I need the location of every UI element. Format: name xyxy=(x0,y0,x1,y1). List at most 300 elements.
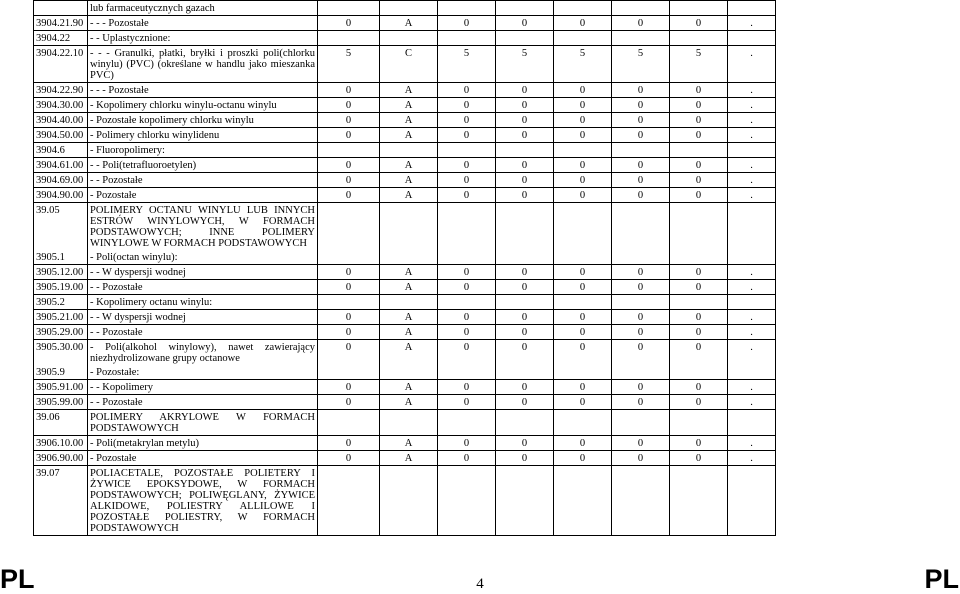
value-cell xyxy=(728,203,776,251)
value-cell xyxy=(728,31,776,46)
value-cell: 0 xyxy=(318,113,380,128)
value-cell: 0 xyxy=(670,280,728,295)
description-cell: - Polimery chlorku winylidenu xyxy=(88,128,318,143)
value-cell: 0 xyxy=(554,113,612,128)
value-cell xyxy=(380,295,438,310)
value-cell: 0 xyxy=(554,128,612,143)
value-cell: 0 xyxy=(438,16,496,31)
value-cell xyxy=(670,466,728,536)
table-row xyxy=(34,325,776,340)
value-cell xyxy=(438,466,496,536)
description-cell: - - Pozostałe xyxy=(88,173,318,188)
value-cell: 0 xyxy=(496,113,554,128)
value-cell: 0 xyxy=(612,451,670,466)
cn-code-cell: 3905.30.00 xyxy=(34,340,88,366)
description-cell: - - - Pozostałe xyxy=(88,16,318,31)
value-cell xyxy=(380,466,438,536)
value-cell xyxy=(670,365,728,380)
value-cell: 0 xyxy=(612,310,670,325)
value-cell: 0 xyxy=(554,340,612,366)
value-cell: 0 xyxy=(670,158,728,173)
value-cell: A xyxy=(380,173,438,188)
value-cell: 0 xyxy=(496,188,554,203)
value-cell: 0 xyxy=(554,325,612,340)
value-cell: 0 xyxy=(670,113,728,128)
value-cell xyxy=(318,466,380,536)
value-cell xyxy=(670,250,728,265)
table-row xyxy=(34,380,776,395)
value-cell: 5 xyxy=(612,46,670,83)
cn-code-cell: 3905.21.00 xyxy=(34,310,88,325)
value-cell: 0 xyxy=(438,325,496,340)
value-cell xyxy=(554,203,612,251)
cn-code-cell: 3904.40.00 xyxy=(34,113,88,128)
description-cell: POLIMERY AKRYLOWE W FORMACH PODSTAWOWYCH xyxy=(88,410,318,436)
description-cell: - Kopolimery octanu winylu: xyxy=(88,295,318,310)
value-cell: 0 xyxy=(554,98,612,113)
table-row xyxy=(34,203,776,251)
value-cell xyxy=(554,143,612,158)
value-cell: . xyxy=(728,83,776,98)
value-cell: 0 xyxy=(438,188,496,203)
cn-code-cell: 3904.90.00 xyxy=(34,188,88,203)
value-cell: 0 xyxy=(612,173,670,188)
description-cell: - - W dyspersji wodnej xyxy=(88,310,318,325)
value-cell: 0 xyxy=(612,83,670,98)
value-cell: . xyxy=(728,395,776,410)
value-cell: 0 xyxy=(496,83,554,98)
value-cell: 0 xyxy=(318,395,380,410)
value-cell: 0 xyxy=(612,265,670,280)
value-cell: . xyxy=(728,325,776,340)
value-cell xyxy=(554,250,612,265)
value-cell: 0 xyxy=(438,83,496,98)
value-cell: A xyxy=(380,158,438,173)
value-cell: 0 xyxy=(318,310,380,325)
value-cell: 0 xyxy=(612,188,670,203)
table-row xyxy=(34,143,776,158)
value-cell: 0 xyxy=(670,436,728,451)
value-cell xyxy=(496,466,554,536)
description-cell: - Pozostałe xyxy=(88,188,318,203)
description-cell: - Fluoropolimery: xyxy=(88,143,318,158)
table-row xyxy=(34,113,776,128)
value-cell: 0 xyxy=(670,16,728,31)
value-cell: 0 xyxy=(554,380,612,395)
value-cell: 0 xyxy=(612,280,670,295)
table-row xyxy=(34,98,776,113)
value-cell xyxy=(554,1,612,16)
value-cell xyxy=(380,203,438,251)
value-cell xyxy=(438,1,496,16)
value-cell xyxy=(318,1,380,16)
value-cell: A xyxy=(380,380,438,395)
page-number: 4 xyxy=(476,576,484,592)
value-cell: 0 xyxy=(318,436,380,451)
description-cell: - Poli(alkohol winylowy), nawet zawierający niezhydrolizowane grupy octanowe xyxy=(88,340,318,366)
value-cell: A xyxy=(380,128,438,143)
value-cell: 0 xyxy=(318,158,380,173)
value-cell: 0 xyxy=(670,340,728,366)
value-cell: 0 xyxy=(554,83,612,98)
value-cell xyxy=(438,295,496,310)
value-cell: 0 xyxy=(318,83,380,98)
value-cell: 0 xyxy=(554,280,612,295)
value-cell: 0 xyxy=(612,380,670,395)
value-cell xyxy=(380,250,438,265)
table-row xyxy=(34,395,776,410)
footer-country-left: PL xyxy=(0,564,35,594)
value-cell: 0 xyxy=(670,325,728,340)
value-cell xyxy=(318,203,380,251)
cn-code-cell: 3904.22 xyxy=(34,31,88,46)
value-cell xyxy=(496,410,554,436)
value-cell: 0 xyxy=(438,310,496,325)
value-cell: 0 xyxy=(670,380,728,395)
cn-code-cell: 3906.10.00 xyxy=(34,436,88,451)
value-cell: 0 xyxy=(318,98,380,113)
value-cell: A xyxy=(380,451,438,466)
value-cell: 0 xyxy=(670,265,728,280)
cn-code-cell: 3905.91.00 xyxy=(34,380,88,395)
value-cell: 0 xyxy=(496,265,554,280)
value-cell: 0 xyxy=(670,173,728,188)
value-cell: 0 xyxy=(496,395,554,410)
cn-code-cell: 3905.19.00 xyxy=(34,280,88,295)
description-cell: - - - Granulki, płatki, bryłki i proszki poli(chlorku winylu) (PVC) (określane w handlu jako mieszanka PVC) xyxy=(88,46,318,83)
description-cell: - Poli(metakrylan metylu) xyxy=(88,436,318,451)
cn-code-cell: 3904.22.10 xyxy=(34,46,88,83)
value-cell: 0 xyxy=(318,380,380,395)
table-row xyxy=(34,1,776,16)
value-cell: 0 xyxy=(318,188,380,203)
value-cell: 0 xyxy=(554,436,612,451)
value-cell: 0 xyxy=(438,173,496,188)
cn-code-cell xyxy=(34,1,88,16)
value-cell: 0 xyxy=(554,395,612,410)
value-cell xyxy=(380,365,438,380)
value-cell xyxy=(496,295,554,310)
value-cell: 0 xyxy=(612,128,670,143)
value-cell: . xyxy=(728,16,776,31)
value-cell xyxy=(438,410,496,436)
value-cell: 0 xyxy=(318,340,380,366)
value-cell: . xyxy=(728,265,776,280)
cn-code-cell: 3905.9 xyxy=(34,365,88,380)
value-cell: 0 xyxy=(496,310,554,325)
value-cell: 0 xyxy=(438,265,496,280)
value-cell: A xyxy=(380,16,438,31)
value-cell: 0 xyxy=(438,158,496,173)
value-cell xyxy=(612,365,670,380)
value-cell: 0 xyxy=(612,16,670,31)
table-row xyxy=(34,16,776,31)
value-cell xyxy=(380,31,438,46)
value-cell: 0 xyxy=(318,173,380,188)
value-cell: . xyxy=(728,340,776,366)
value-cell xyxy=(728,365,776,380)
value-cell xyxy=(554,365,612,380)
value-cell: A xyxy=(380,310,438,325)
value-cell: 0 xyxy=(670,128,728,143)
value-cell: . xyxy=(728,280,776,295)
value-cell: . xyxy=(728,128,776,143)
value-cell: 0 xyxy=(438,340,496,366)
cn-code-cell: 3904.21.90 xyxy=(34,16,88,31)
value-cell: 0 xyxy=(554,16,612,31)
value-cell xyxy=(728,1,776,16)
cn-code-cell: 3904.61.00 xyxy=(34,158,88,173)
cn-code-cell: 39.06 xyxy=(34,410,88,436)
cn-code-cell: 39.07 xyxy=(34,466,88,536)
cn-code-cell: 3904.69.00 xyxy=(34,173,88,188)
value-cell: 0 xyxy=(496,280,554,295)
value-cell xyxy=(728,143,776,158)
table-row xyxy=(34,295,776,310)
value-cell xyxy=(612,143,670,158)
value-cell: 0 xyxy=(670,395,728,410)
value-cell: 0 xyxy=(496,451,554,466)
table-row xyxy=(34,128,776,143)
table-row xyxy=(34,310,776,325)
value-cell: 0 xyxy=(438,128,496,143)
table-row xyxy=(34,280,776,295)
value-cell: 0 xyxy=(496,98,554,113)
table-row xyxy=(34,436,776,451)
description-cell: - - Poli(tetrafluoroetylen) xyxy=(88,158,318,173)
value-cell xyxy=(670,203,728,251)
value-cell xyxy=(496,143,554,158)
value-cell xyxy=(318,410,380,436)
value-cell xyxy=(612,410,670,436)
value-cell: 0 xyxy=(554,265,612,280)
value-cell xyxy=(380,1,438,16)
value-cell: 5 xyxy=(670,46,728,83)
description-cell: - - - Pozostałe xyxy=(88,83,318,98)
description-cell: lub farmaceutycznych gazach xyxy=(88,1,318,16)
value-cell xyxy=(318,295,380,310)
table-row xyxy=(34,46,776,83)
description-cell: - Poli(octan winylu): xyxy=(88,250,318,265)
value-cell xyxy=(496,250,554,265)
value-cell xyxy=(670,31,728,46)
value-cell: A xyxy=(380,83,438,98)
cn-code-cell: 3904.50.00 xyxy=(34,128,88,143)
table-row xyxy=(34,188,776,203)
value-cell xyxy=(728,410,776,436)
description-cell: - Kopolimery chlorku winylu-octanu winylu xyxy=(88,98,318,113)
value-cell: 0 xyxy=(612,395,670,410)
value-cell: 0 xyxy=(496,158,554,173)
tariff-table xyxy=(33,0,776,536)
value-cell: 0 xyxy=(612,113,670,128)
value-cell xyxy=(318,250,380,265)
description-cell: - - Pozostałe xyxy=(88,395,318,410)
value-cell: 0 xyxy=(554,188,612,203)
value-cell: 0 xyxy=(438,436,496,451)
footer-country-right: PL xyxy=(924,564,959,594)
value-cell xyxy=(612,31,670,46)
value-cell: . xyxy=(728,451,776,466)
description-cell: - - Uplastycznione: xyxy=(88,31,318,46)
value-cell: 0 xyxy=(554,158,612,173)
table-row xyxy=(34,340,776,366)
value-cell: 0 xyxy=(318,451,380,466)
value-cell: 0 xyxy=(612,340,670,366)
description-cell: POLIACETALE, POZOSTAŁE POLIETERY I ŻYWICE EPOKSYDOWE, W FORMACH PODSTAWOWYCH; POLIWĘGLANY, ŻYWICE ALKIDOWE, POLIESTRY ALLILOWE I POZOSTAŁE POLIESTRY, W FORMACH PODSTAWOWYCH xyxy=(88,466,318,536)
tariff-table-body xyxy=(34,1,776,536)
value-cell: 0 xyxy=(612,436,670,451)
value-cell xyxy=(318,365,380,380)
value-cell: A xyxy=(380,325,438,340)
cn-code-cell: 39.05 xyxy=(34,203,88,251)
value-cell: . xyxy=(728,173,776,188)
value-cell: . xyxy=(728,46,776,83)
value-cell: . xyxy=(728,380,776,395)
value-cell: 0 xyxy=(438,98,496,113)
value-cell: 0 xyxy=(670,98,728,113)
value-cell xyxy=(728,250,776,265)
value-cell: A xyxy=(380,98,438,113)
value-cell xyxy=(612,250,670,265)
value-cell xyxy=(612,1,670,16)
value-cell: 5 xyxy=(318,46,380,83)
value-cell xyxy=(438,365,496,380)
value-cell: . xyxy=(728,436,776,451)
value-cell: 0 xyxy=(318,265,380,280)
value-cell: . xyxy=(728,98,776,113)
value-cell: 0 xyxy=(670,310,728,325)
value-cell: . xyxy=(728,158,776,173)
table-row xyxy=(34,158,776,173)
value-cell: 0 xyxy=(496,436,554,451)
description-cell: - Pozostałe: xyxy=(88,365,318,380)
value-cell: 0 xyxy=(438,380,496,395)
value-cell xyxy=(438,203,496,251)
value-cell: 0 xyxy=(496,380,554,395)
cn-code-cell: 3905.29.00 xyxy=(34,325,88,340)
value-cell: A xyxy=(380,280,438,295)
value-cell: 0 xyxy=(438,113,496,128)
cn-code-cell: 3904.6 xyxy=(34,143,88,158)
table-row xyxy=(34,466,776,536)
value-cell: 0 xyxy=(554,451,612,466)
value-cell xyxy=(496,203,554,251)
value-cell: 0 xyxy=(318,128,380,143)
value-cell: 5 xyxy=(496,46,554,83)
table-row xyxy=(34,31,776,46)
value-cell: 0 xyxy=(318,16,380,31)
value-cell: 0 xyxy=(554,173,612,188)
value-cell xyxy=(438,250,496,265)
description-cell: - - Pozostałe xyxy=(88,280,318,295)
description-cell: - - W dyspersji wodnej xyxy=(88,265,318,280)
value-cell: 0 xyxy=(612,325,670,340)
table-row xyxy=(34,250,776,265)
value-cell: . xyxy=(728,113,776,128)
value-cell xyxy=(496,31,554,46)
value-cell xyxy=(612,295,670,310)
value-cell: A xyxy=(380,113,438,128)
value-cell xyxy=(670,143,728,158)
value-cell xyxy=(728,466,776,536)
value-cell: 0 xyxy=(318,325,380,340)
value-cell: 0 xyxy=(438,280,496,295)
value-cell: 0 xyxy=(496,128,554,143)
cn-code-cell: 3904.22.90 xyxy=(34,83,88,98)
value-cell: A xyxy=(380,436,438,451)
value-cell: 5 xyxy=(438,46,496,83)
value-cell xyxy=(318,31,380,46)
value-cell: 0 xyxy=(670,188,728,203)
value-cell: 0 xyxy=(318,280,380,295)
description-cell: - Pozostałe kopolimery chlorku winylu xyxy=(88,113,318,128)
value-cell xyxy=(554,466,612,536)
cn-code-cell: 3906.90.00 xyxy=(34,451,88,466)
value-cell xyxy=(670,295,728,310)
table-row xyxy=(34,451,776,466)
value-cell: A xyxy=(380,188,438,203)
description-cell: - - Pozostałe xyxy=(88,325,318,340)
value-cell xyxy=(554,295,612,310)
value-cell: C xyxy=(380,46,438,83)
value-cell xyxy=(496,1,554,16)
value-cell xyxy=(438,143,496,158)
table-row xyxy=(34,173,776,188)
cn-code-cell: 3905.2 xyxy=(34,295,88,310)
value-cell xyxy=(554,410,612,436)
value-cell xyxy=(380,143,438,158)
cn-code-cell: 3905.12.00 xyxy=(34,265,88,280)
value-cell xyxy=(670,410,728,436)
table-row xyxy=(34,410,776,436)
table-row xyxy=(34,265,776,280)
table-row xyxy=(34,365,776,380)
table-row xyxy=(34,83,776,98)
value-cell: A xyxy=(380,340,438,366)
value-cell: 0 xyxy=(670,83,728,98)
value-cell: 0 xyxy=(496,325,554,340)
value-cell: 0 xyxy=(438,395,496,410)
value-cell xyxy=(612,203,670,251)
value-cell: 0 xyxy=(612,158,670,173)
value-cell: A xyxy=(380,395,438,410)
cn-code-cell: 3905.99.00 xyxy=(34,395,88,410)
value-cell xyxy=(612,466,670,536)
value-cell: . xyxy=(728,310,776,325)
value-cell xyxy=(728,295,776,310)
value-cell: 0 xyxy=(670,451,728,466)
value-cell xyxy=(670,1,728,16)
value-cell xyxy=(554,31,612,46)
value-cell: A xyxy=(380,265,438,280)
value-cell: 0 xyxy=(496,340,554,366)
value-cell xyxy=(438,31,496,46)
description-cell: - - Kopolimery xyxy=(88,380,318,395)
description-cell: POLIMERY OCTANU WINYLU LUB INNYCH ESTRÓW WINYLOWYCH, W FORMACH PODSTAWOWYCH; INNE POLIMERY WINYLOWE W FORMACH PODSTAWOWYCH xyxy=(88,203,318,251)
description-cell: - Pozostałe xyxy=(88,451,318,466)
value-cell: 0 xyxy=(496,173,554,188)
value-cell: . xyxy=(728,188,776,203)
value-cell: 5 xyxy=(554,46,612,83)
value-cell: 0 xyxy=(612,98,670,113)
value-cell: 0 xyxy=(554,310,612,325)
value-cell xyxy=(318,143,380,158)
value-cell xyxy=(496,365,554,380)
value-cell: 0 xyxy=(438,451,496,466)
value-cell xyxy=(380,410,438,436)
cn-code-cell: 3904.30.00 xyxy=(34,98,88,113)
